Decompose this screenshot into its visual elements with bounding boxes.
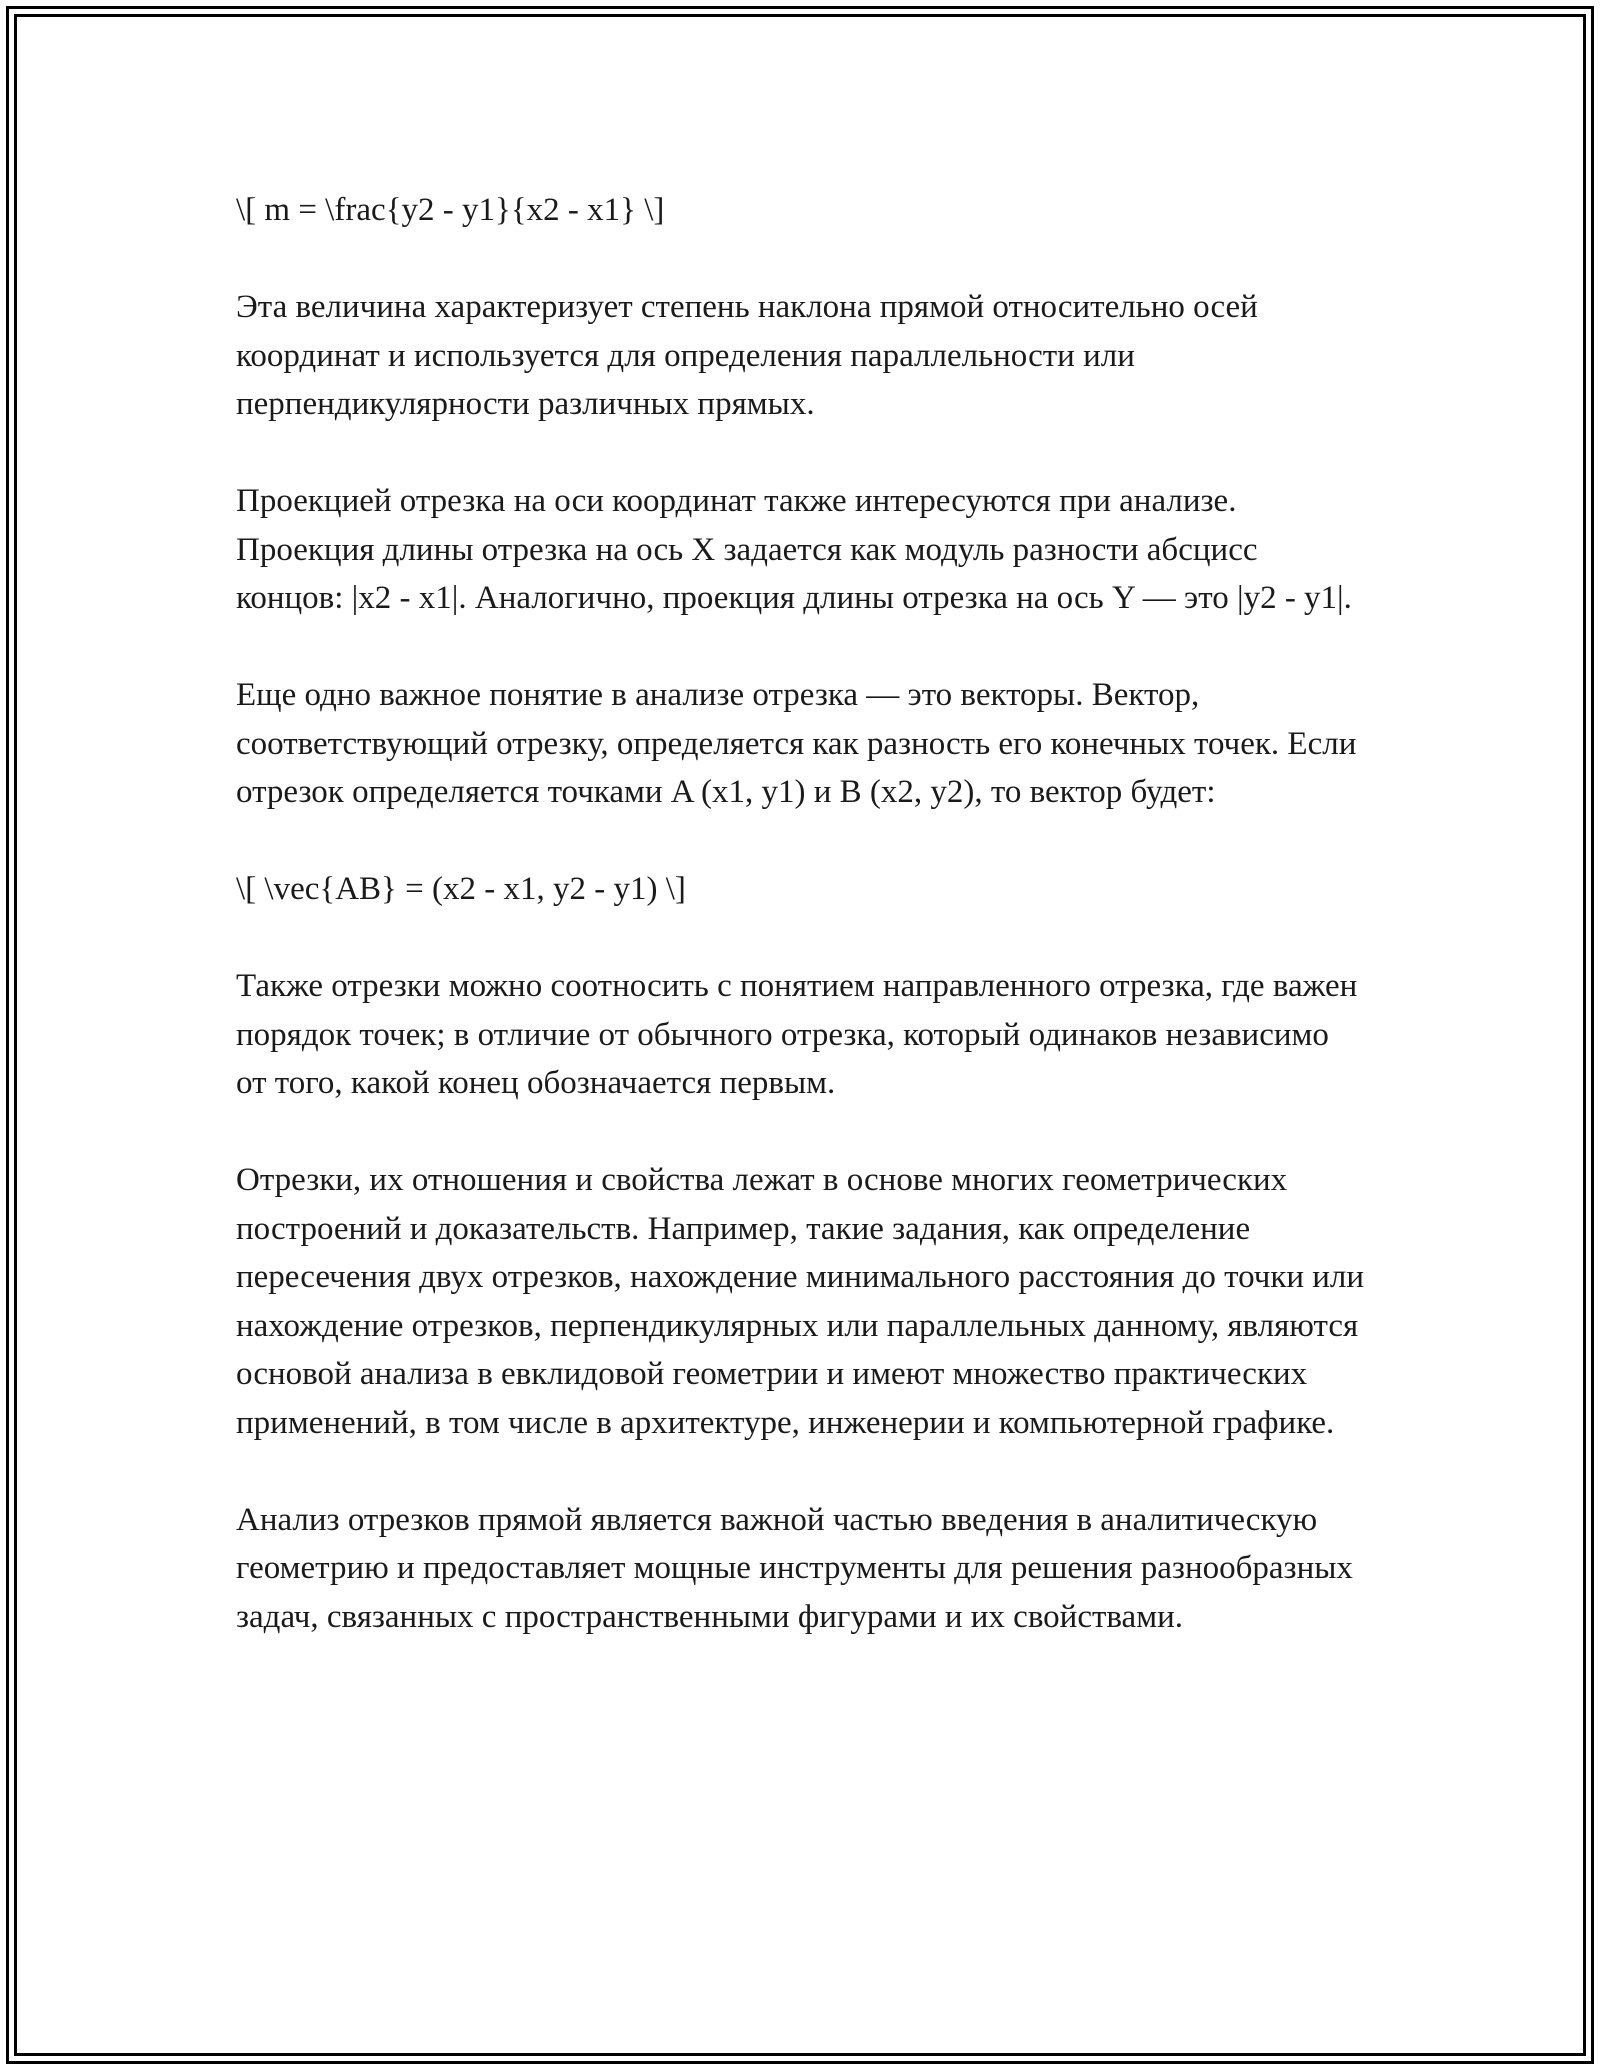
paragraph-conclusion: Анализ отрезков прямой является важной частью введения в аналитическую геометрию и предоставляет мощные инструменты для решения разнообразных задач, связанных с пространственными фигурами и их свойствами. [236, 1501, 1353, 1635]
formula-vector: \[ \vec{AB} = (x2 - x1, y2 - y1) \] [236, 871, 686, 907]
paragraph-slope-meaning: Эта величина характеризует степень наклона прямой относительно осей координат и используется для определения параллельности или перпендикулярности различных прямых. [236, 289, 1258, 422]
formula-slope: \[ m = \frac{y2 - y1}{x2 - x1} \] [236, 192, 665, 228]
paragraph-applications: Отрезки, их отношения и свойства лежат в основе многих геометрических построений и доказательств. Например, такие задания, как определение пересечения двух отрезков, нахождение минимального расстояния до точки или нахождение отрезков, перпендикулярных или параллельных данному, являются основой анализа в евклидовой геометрии и имеют множество практических применений, в том числе в архитектуре, инженерии и компьютерной графике. [236, 1162, 1365, 1441]
paragraph-directed-segment: Также отрезки можно соотносить с понятием направленного отрезка, где важен порядок точек; в отличие от обычного отрезка, который одинаков независимо от того, какой конец обозначается первым. [236, 968, 1358, 1101]
document-body [236, 186, 1366, 1690]
paragraph-projections: Проекцией отрезка на оси координат также интересуются при анализе. Проекция длины отрезка на ось X задается как модуль разности абсцисс концов: |x2 - x1|. Аналогично, проекция длины отрезка на ось Y — это |y2 - y1|. [236, 483, 1352, 616]
paragraph-vectors: Еще одно важное понятие в анализе отрезка — это векторы. Вектор, соответствующий отрезку, определяется как разность его конечных точек. Если отрезок определяется точками A (x1, y1) и B (x2, y2), то вектор будет: [236, 677, 1357, 810]
